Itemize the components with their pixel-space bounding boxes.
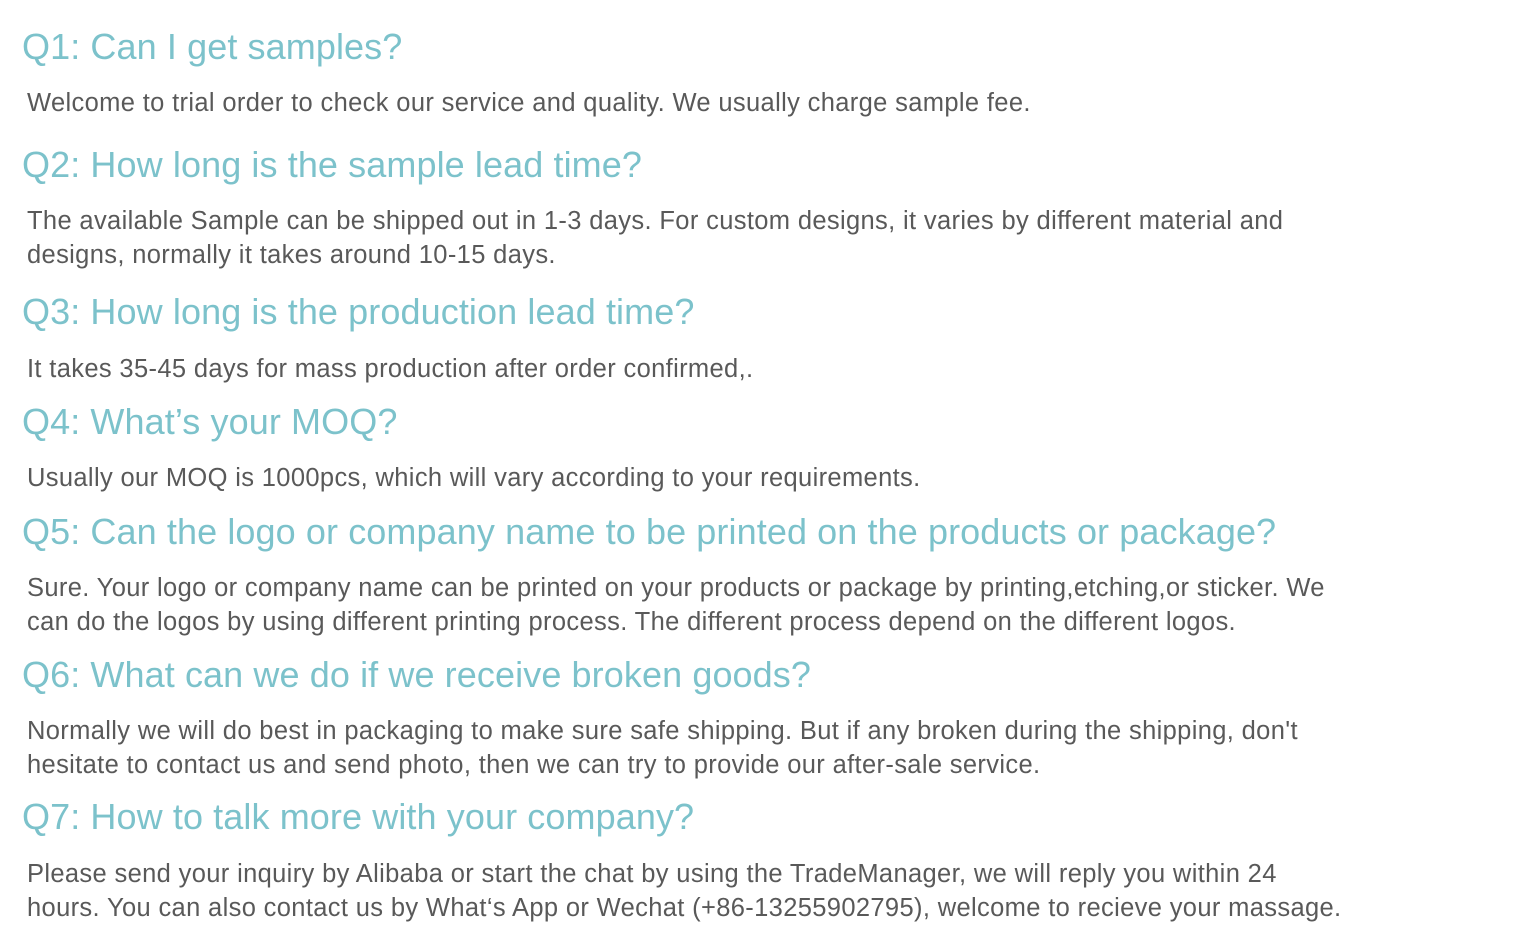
faq-question-4: Q4: What’s your MOQ? (22, 401, 398, 442)
faq-answer-4: Usually our MOQ is 1000pcs, which will vary according to your requirements. (27, 464, 921, 492)
faq-answer-6: Normally we will do best in packaging to make sure safe shipping. But if any broken during the shipping, don't hesitate to contact us and send photo, then we can try to provide our after-sale service. (27, 717, 1298, 779)
faq-answer-1: Welcome to trial order to check our service and quality. We usually charge sample fee. (27, 89, 1031, 117)
faq-question-1: Q1: Can I get samples? (22, 26, 403, 67)
faq-answer-7: Please send your inquiry by Alibaba or start the chat by using the TradeManager, we will reply you within 24 hours. You can also contact us by What‘s App or Wechat (+86-13255902795), welcome to recieve your massage. (27, 860, 1342, 922)
faq-answer-2: The available Sample can be shipped out in 1-3 days. For custom designs, it varies by different material and designs, normally it takes around 10-15 days. (27, 207, 1284, 269)
faq-question-7: Q7: How to talk more with your company? (22, 796, 695, 837)
faq-answer-5: Sure. Your logo or company name can be printed on your products or package by printing,etching,or sticker. We can do the logos by using different printing process. The different process depend on the different logos. (27, 574, 1325, 636)
faq-question-3: Q3: How long is the production lead time? (22, 291, 695, 332)
faq-answer-3: It takes 35-45 days for mass production after order confirmed,. (27, 355, 754, 383)
faq-question-2: Q2: How long is the sample lead time? (22, 144, 643, 185)
faq-question-6: Q6: What can we do if we receive broken goods? (22, 654, 812, 695)
faq-question-5: Q5: Can the logo or company name to be printed on the products or package? (22, 511, 1277, 552)
